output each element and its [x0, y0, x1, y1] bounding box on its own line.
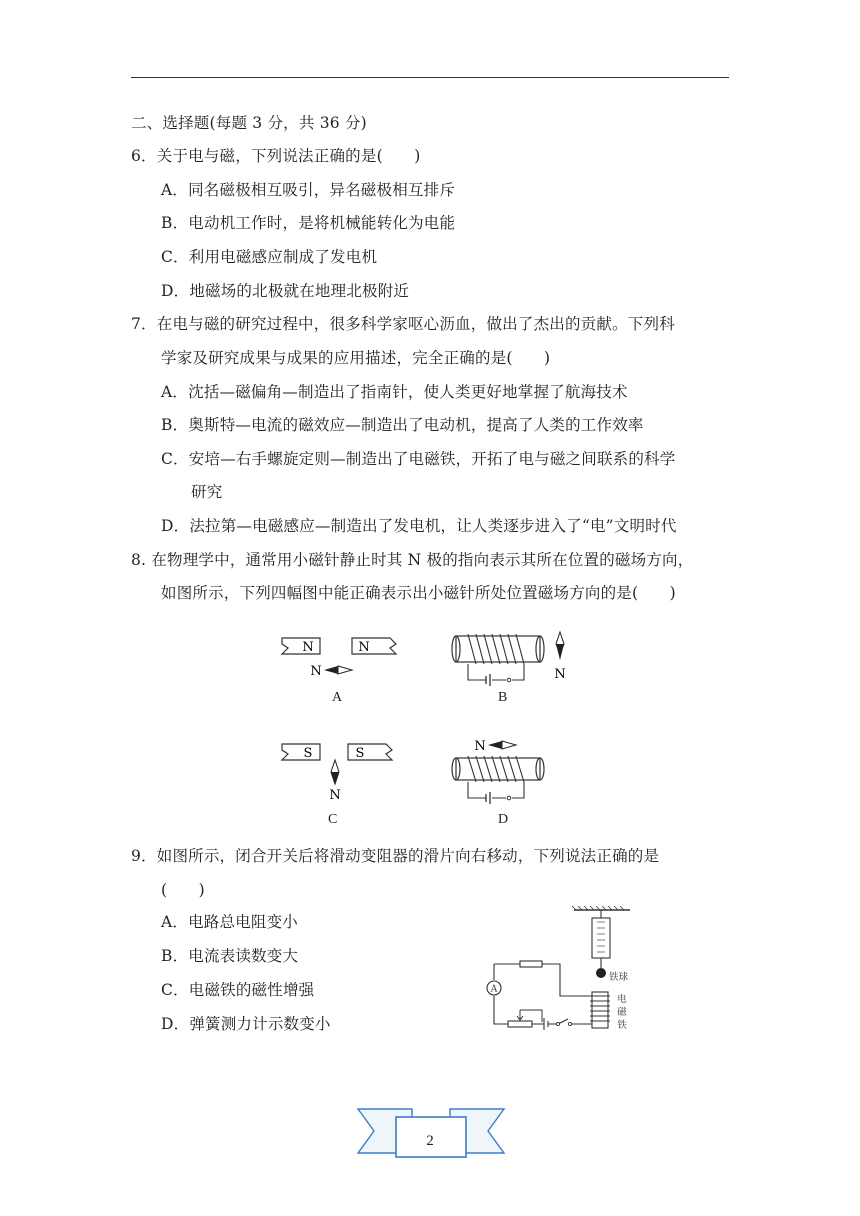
- needle-n-label: N: [474, 739, 486, 754]
- circuit-wire: [468, 782, 524, 798]
- electromagnet-label-1: 电: [617, 994, 627, 1005]
- figure-9-circuit: [486, 906, 646, 1040]
- compass-needle-south: [502, 741, 516, 749]
- compass-needle-north: [488, 741, 502, 749]
- compass-needle-south: [338, 666, 352, 674]
- needle-n-label: N: [329, 788, 341, 802]
- question-9-option-b: B．电流表读数变大: [161, 947, 299, 965]
- figure-8d-label: D: [498, 812, 509, 827]
- circuit-wire-top: [494, 964, 592, 996]
- compass-needle-north: [331, 772, 339, 784]
- ammeter-label: A: [490, 984, 498, 995]
- header-rule: [131, 77, 729, 78]
- question-6-stem: 6．关于电与磁，下列说法正确的是( ): [131, 147, 421, 165]
- figure-8a: [280, 634, 400, 688]
- figure-8c-label: C: [328, 812, 338, 827]
- solenoid-coil: [468, 756, 524, 782]
- electromagnet-label-3: 铁: [617, 1020, 627, 1031]
- fixed-resistor-icon: [520, 961, 542, 967]
- question-9-stem-line1: 9．如图所示，闭合开关后将滑动变阻器的滑片向右移动，下列说法正确的是: [131, 847, 660, 865]
- question-7-option-d: D．法拉第—电磁感应—制造出了发电机，让人类逐步进入了“电”文明时代: [161, 517, 677, 535]
- question-7-option-b: B．奥斯特—电流的磁效应—制造出了电动机，提高了人类的工作效率: [161, 416, 644, 434]
- question-9-option-d: D．弹簧测力计示数变小: [161, 1015, 331, 1033]
- question-8-stem-line2: 如图所示，下列四幅图中能正确表示出小磁针所处位置磁场方向的是( ): [161, 584, 676, 602]
- question-9-option-c: C．电磁铁的磁性增强: [161, 981, 315, 999]
- question-6-option-c: C．利用电磁感应制成了发电机: [161, 248, 378, 266]
- bar-magnet-left: [282, 638, 320, 654]
- question-8-stem-line1: 8. 在物理学中，通常用小磁针静止时其 N 极的指向表示其所在位置的磁场方向，: [131, 551, 694, 569]
- switch-icon: [507, 678, 511, 682]
- question-7-option-c-cont: 研究: [191, 483, 223, 501]
- solenoid-coil: [468, 634, 524, 664]
- electromagnet-label-2: 磁: [617, 1007, 627, 1018]
- switch-icon: [507, 796, 511, 800]
- compass-needle-north: [324, 666, 338, 674]
- rheostat-slider-icon: [517, 1010, 523, 1020]
- question-7-stem-line2: 学家及研究成果与成果的应用描述，完全正确的是( ): [161, 349, 551, 367]
- question-7-stem-line1: 7．在电与磁的研究过程中，很多科学家呕心沥血，做出了杰出的贡献。下列科: [131, 315, 675, 333]
- question-6-option-d: D．地磁场的北极就在地理北极附近: [161, 282, 410, 300]
- battery-icon: [486, 674, 490, 686]
- needle-n-label: N: [310, 664, 322, 679]
- question-9-stem-line2: ( ): [161, 881, 205, 899]
- figure-8b-label: B: [498, 690, 508, 705]
- iron-ball-label: 铁球: [609, 972, 629, 983]
- figure-8c: [280, 740, 400, 806]
- magnet-right-pole-label: S: [355, 746, 365, 761]
- figure-8d: [450, 736, 560, 812]
- magnet-left-pole-label: N: [302, 640, 314, 655]
- magnet-right-pole-label: N: [358, 640, 370, 655]
- battery-icon: [532, 1018, 558, 1030]
- compass-needle-north: [556, 644, 564, 660]
- figure-8a-label: A: [332, 690, 343, 705]
- needle-n-label: N: [554, 667, 566, 682]
- iron-ball-icon: [596, 968, 606, 978]
- circuit-wire: [468, 664, 524, 680]
- section-header: 二、选择题(每题 3 分，共 36 分): [131, 114, 367, 132]
- question-6-option-b: B．电动机工作时，是将机械能转化为电能: [161, 214, 456, 232]
- rheostat-icon: [508, 1021, 532, 1027]
- battery-icon: [486, 792, 490, 804]
- question-7-option-a: A．沈括—磁偏角—制造出了指南针，使人类更好地掌握了航海技术: [161, 383, 628, 401]
- magnet-left-pole-label: S: [303, 746, 313, 761]
- question-7-option-c: C．安培—右手螺旋定则—制造出了电磁铁，开拓了电与磁之间联系的科学: [161, 450, 676, 468]
- electromagnet-icon: [592, 992, 608, 1028]
- figure-8b: [450, 630, 580, 694]
- page-number: 2: [426, 1133, 434, 1149]
- question-9-option-a: A．电路总电阻变小: [161, 913, 298, 931]
- question-6-option-a: A．同名磁极相互吸引，异名磁极相互排斥: [161, 181, 455, 199]
- bar-magnet-left: [282, 744, 320, 760]
